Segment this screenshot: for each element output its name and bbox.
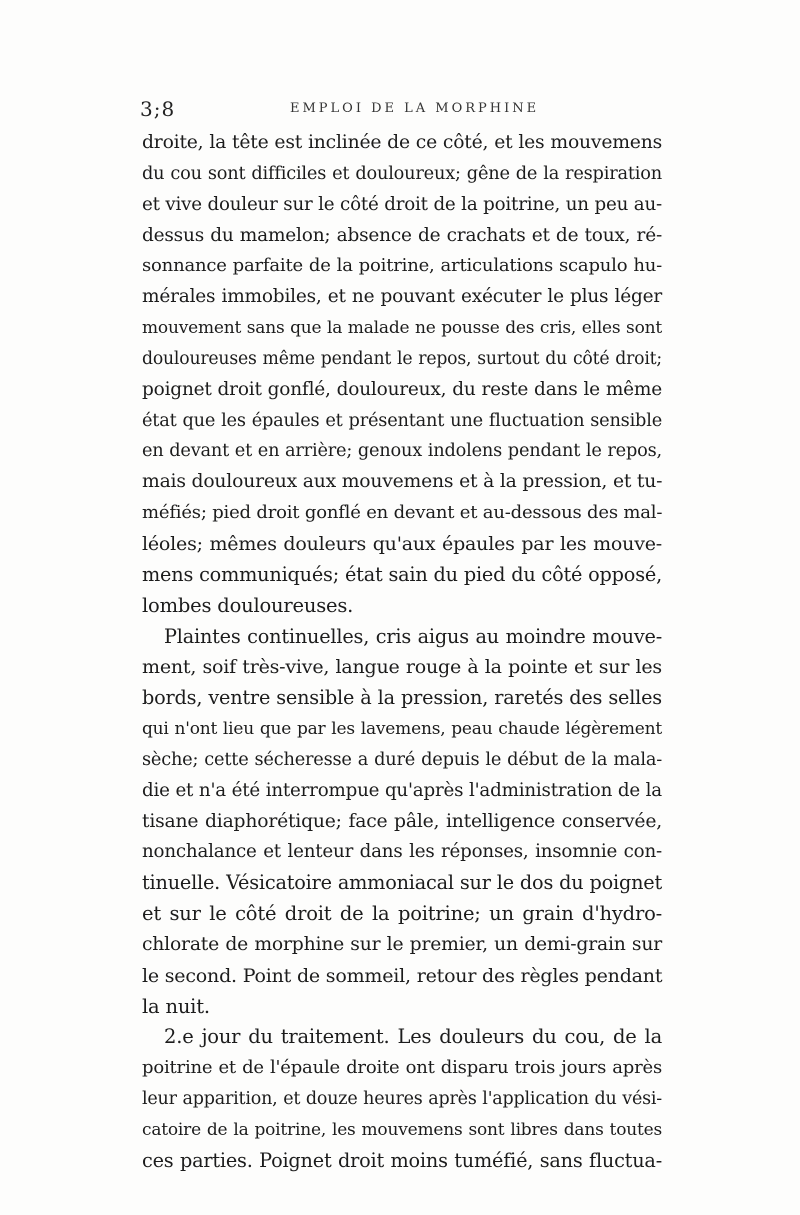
text-line: mais douloureux aux mouvemens et à la pression, et tu- bbox=[142, 471, 663, 493]
body-text bbox=[142, 128, 662, 1177]
text-line: bords, ventre sensible à la pression, raretés des selles bbox=[142, 686, 662, 710]
text-line: nonchalance et lenteur dans les réponses, insomnie con- bbox=[142, 841, 662, 863]
text-line: sèche; cette sécheresse a duré depuis le début de la mala- bbox=[142, 749, 662, 770]
text-line: catoire de la poitrine, les mouvemens sont libres dans toutes bbox=[142, 1120, 662, 1140]
text-line: tinuelle. Vésicatoire ammoniacal sur le dos du poignet bbox=[142, 871, 662, 895]
text-line: tisane diaphorétique; face pâle, intelligence conservée, bbox=[142, 810, 662, 832]
text-line: ment, soif très-vive, langue rouge à la pointe et sur les bbox=[142, 656, 662, 679]
text-line: douloureuses même pendant le repos, surtout du côté droit; bbox=[142, 348, 662, 369]
text-line: leur apparition, et douze heures après l'application du vési- bbox=[142, 1089, 662, 1110]
paragraph-end-line: la nuit. bbox=[142, 994, 210, 1018]
text-line: en devant et en arrière; genoux indolens pendant le repos, bbox=[142, 441, 662, 462]
text-line: sonnance parfaite de la poitrine, articulations scapulo hu- bbox=[142, 255, 662, 277]
text-line: état que les épaules et présentant une fluctuation sensible bbox=[142, 410, 662, 431]
text-line: et sur le côté droit de la poitrine; un grain d'hydro- bbox=[142, 902, 662, 926]
text-line: du cou sont difficiles et douloureux; gêne de la respiration bbox=[142, 163, 662, 184]
text-line: ces parties. Poignet droit moins tuméfié, sans fluctua- bbox=[142, 1148, 662, 1172]
text-line: méfiés; pied droit gonflé en devant et au-dessous des mal- bbox=[142, 502, 663, 524]
text-line: mérales immobiles, et ne pouvant exécuter le plus léger bbox=[142, 286, 662, 308]
running-title: EMPLOI DE LA MORPHINE bbox=[290, 101, 540, 116]
text-line: le second. Point de sommeil, retour des règles pendant bbox=[142, 964, 663, 987]
text-line: qui n'ont lieu que par les lavemens, peau chaude légèrement bbox=[142, 719, 662, 740]
text-line: droite, la tête est inclinée de ce côté, et les mouvemens bbox=[142, 132, 662, 153]
text-line: et vive douleur sur le côté droit de la poitrine, un peu au- bbox=[142, 193, 662, 215]
paragraph-start-line: 2.e jour du traitement. Les douleurs du cou, de la bbox=[164, 1025, 662, 1049]
text-line: mens communiqués; état sain du pied du côté opposé, bbox=[142, 562, 662, 586]
running-head bbox=[140, 97, 662, 121]
text-line: poitrine et de l'épaule droite ont disparu trois jours après bbox=[142, 1057, 662, 1079]
text-line: chlorate de morphine sur le premier, un demi-grain sur bbox=[142, 933, 662, 955]
text-line: poignet droit gonflé, douloureux, du reste dans le même bbox=[142, 378, 662, 400]
text-line: dessus du mamelon; absence de crachats et de toux, ré- bbox=[142, 224, 662, 246]
text-line: léoles; mêmes douleurs qu'aux épaules par les mouve- bbox=[142, 532, 662, 555]
paragraph-start-line: Plaintes continuelles, cris aigus au moindre mouve- bbox=[164, 624, 662, 648]
paragraph-end-line: lombes douloureuses. bbox=[142, 593, 354, 617]
page-number: 3;8 bbox=[140, 97, 176, 121]
text-line: mouvement sans que la malade ne pousse des cris, elles sont bbox=[142, 318, 662, 339]
text-line: die et n'a été interrompue qu'après l'administration de la bbox=[142, 779, 662, 801]
